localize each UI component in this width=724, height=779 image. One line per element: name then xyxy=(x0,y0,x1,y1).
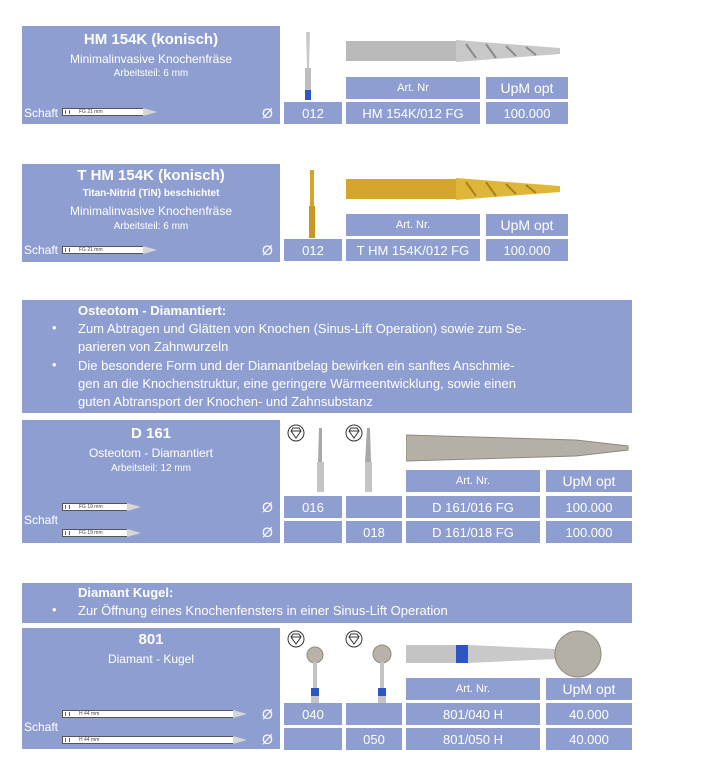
p4-title: 801 xyxy=(138,631,164,648)
p4-diameter-symbol-1: Ø xyxy=(262,706,273,722)
p2-shaft-diagram xyxy=(62,246,144,254)
osteotom-b2-line2: gen an die Knochenstruktur, eine geringere Wärmeentwicklung, sowie einen xyxy=(78,376,516,391)
p1-header-art: Art. Nr xyxy=(346,77,480,99)
p3-bur-018-image xyxy=(360,428,376,494)
p2-bur-small-image xyxy=(304,170,320,240)
p1-diameter-symbol: Ø xyxy=(262,105,273,121)
kugel-bullet-1: • xyxy=(52,602,57,617)
p4-subtitle: Diamant - Kugel xyxy=(107,652,195,666)
osteotom-b1-line1: Zum Abtragen und Glätten von Knochen (Sinus-Lift Operation) sowie zum Se- xyxy=(78,321,527,336)
diamond-icon xyxy=(345,630,363,648)
osteotom-b2-line1: Die besondere Form und der Diamantbelag bewirken ein sanftes Anschmie- xyxy=(78,358,515,373)
p1-size-cell: 012 xyxy=(284,102,342,124)
p4-diameter-symbol-2: Ø xyxy=(262,731,273,747)
p4-header-upm: UpM opt xyxy=(546,678,632,700)
osteotom-b1-line2: parieren von Zahnwurzeln xyxy=(78,339,229,354)
p4-row1-art: 801/040 H xyxy=(406,703,540,725)
p3-bur-016-image xyxy=(312,428,328,494)
p3-subtitle: Osteotom - Diamantiert xyxy=(88,446,214,460)
p4-row2-art: 801/050 H xyxy=(406,728,540,750)
p2-subtitle: Minimalinvasive Knochenfräse xyxy=(69,204,233,218)
p2-diameter-symbol: Ø xyxy=(262,242,273,258)
p4-shaft-text-1: H 44 mm xyxy=(79,711,100,717)
p1-title: HM 154K (konisch) xyxy=(83,31,219,48)
p4-shaft-text-2: H 44 mm xyxy=(79,737,100,743)
p3-schaft-label: Schaft xyxy=(24,513,59,527)
p1-schaft-label: Schaft xyxy=(24,106,59,120)
p3-title: D 161 xyxy=(130,425,172,442)
p1-subtitle: Minimalinvasive Knochenfräse xyxy=(69,52,233,66)
p3-header-upm: UpM opt xyxy=(546,470,632,492)
p1-art-cell: HM 154K/012 FG xyxy=(346,102,480,124)
p3-shaft-text-2: FG 19 mm xyxy=(79,530,103,536)
p4-row2-size-b: 050 xyxy=(346,728,402,750)
p2-bur-large-image xyxy=(346,172,562,206)
p3-row1-art: D 161/016 FG xyxy=(406,496,540,518)
p3-row2-art: D 161/018 FG xyxy=(406,521,540,543)
p4-shaft-diagram-2 xyxy=(62,736,234,744)
p2-header-art: Art. Nr. xyxy=(346,214,480,236)
p3-shaft-text-1: FG 19 mm xyxy=(79,504,103,510)
p4-shaft-diagram-1 xyxy=(62,710,234,718)
osteotom-b2-line3: guten Abtransport der Knochen- und Zahnsubstanz xyxy=(78,394,373,409)
p4-row1-upm: 40.000 xyxy=(546,703,632,725)
p4-bur-050-image xyxy=(368,644,396,704)
p1-upm-cell: 100.000 xyxy=(486,102,568,124)
p2-title: T HM 154K (konisch) xyxy=(77,167,225,184)
p2-schaft-label: Schaft xyxy=(24,243,59,257)
p3-row2-size-b: 018 xyxy=(346,521,402,543)
osteotom-heading: Osteotom - Diamantiert: xyxy=(78,303,227,318)
p4-bur-040-image xyxy=(302,646,328,704)
p2-coating: Titan-Nitrid (TiN) beschichtet xyxy=(82,188,220,199)
p4-schaft-label: Schaft xyxy=(24,720,59,734)
p3-shaft-diagram-2 xyxy=(62,529,128,537)
p1-arbeitsteil: Arbeitsteil: 6 mm xyxy=(113,68,189,79)
kugel-heading: Diamant Kugel: xyxy=(78,585,174,600)
p3-diameter-symbol-2: Ø xyxy=(262,524,273,540)
p3-arbeitsteil: Arbeitsteil: 12 mm xyxy=(110,463,192,474)
osteotom-bullet-1: • xyxy=(52,320,57,335)
p2-art-cell: T HM 154K/012 FG xyxy=(346,239,480,261)
p3-bur-large-image xyxy=(406,432,630,464)
p4-header-art: Art. Nr. xyxy=(406,678,540,700)
p4-row1-size-a: 040 xyxy=(284,703,342,725)
p1-bur-large-image xyxy=(346,34,562,68)
p4-bur-large-image xyxy=(406,630,630,678)
osteotom-bullet-2: • xyxy=(52,357,57,372)
p3-header-art: Art. Nr. xyxy=(406,470,540,492)
diamond-icon xyxy=(287,424,305,442)
p1-bur-small-image xyxy=(300,32,316,102)
p3-row2-upm: 100.000 xyxy=(546,521,632,543)
p3-row1-size-a: 016 xyxy=(284,496,342,518)
p2-shaft-text: FG 21 mm xyxy=(79,247,103,253)
p2-size-cell: 012 xyxy=(284,239,342,261)
p4-row1-size-b xyxy=(346,703,402,725)
p1-shaft-text: FG 21 mm xyxy=(79,109,103,115)
p1-shaft-diagram xyxy=(62,108,144,116)
p4-row2-size-a xyxy=(284,728,342,750)
p2-upm-cell: 100.000 xyxy=(486,239,568,261)
p4-row2-upm: 40.000 xyxy=(546,728,632,750)
p3-row1-upm: 100.000 xyxy=(546,496,632,518)
p3-diameter-symbol-1: Ø xyxy=(262,499,273,515)
p3-row2-size-a xyxy=(284,521,342,543)
p1-header-upm: UpM opt xyxy=(486,77,568,99)
p2-header-upm: UpM opt xyxy=(486,214,568,236)
kugel-b1-line: Zur Öffnung eines Knochenfensters in einer Sinus-Lift Operation xyxy=(78,603,448,618)
p3-shaft-diagram-1 xyxy=(62,503,128,511)
p3-row1-size-b xyxy=(346,496,402,518)
p2-arbeitsteil: Arbeitsteil: 6 mm xyxy=(113,221,189,232)
